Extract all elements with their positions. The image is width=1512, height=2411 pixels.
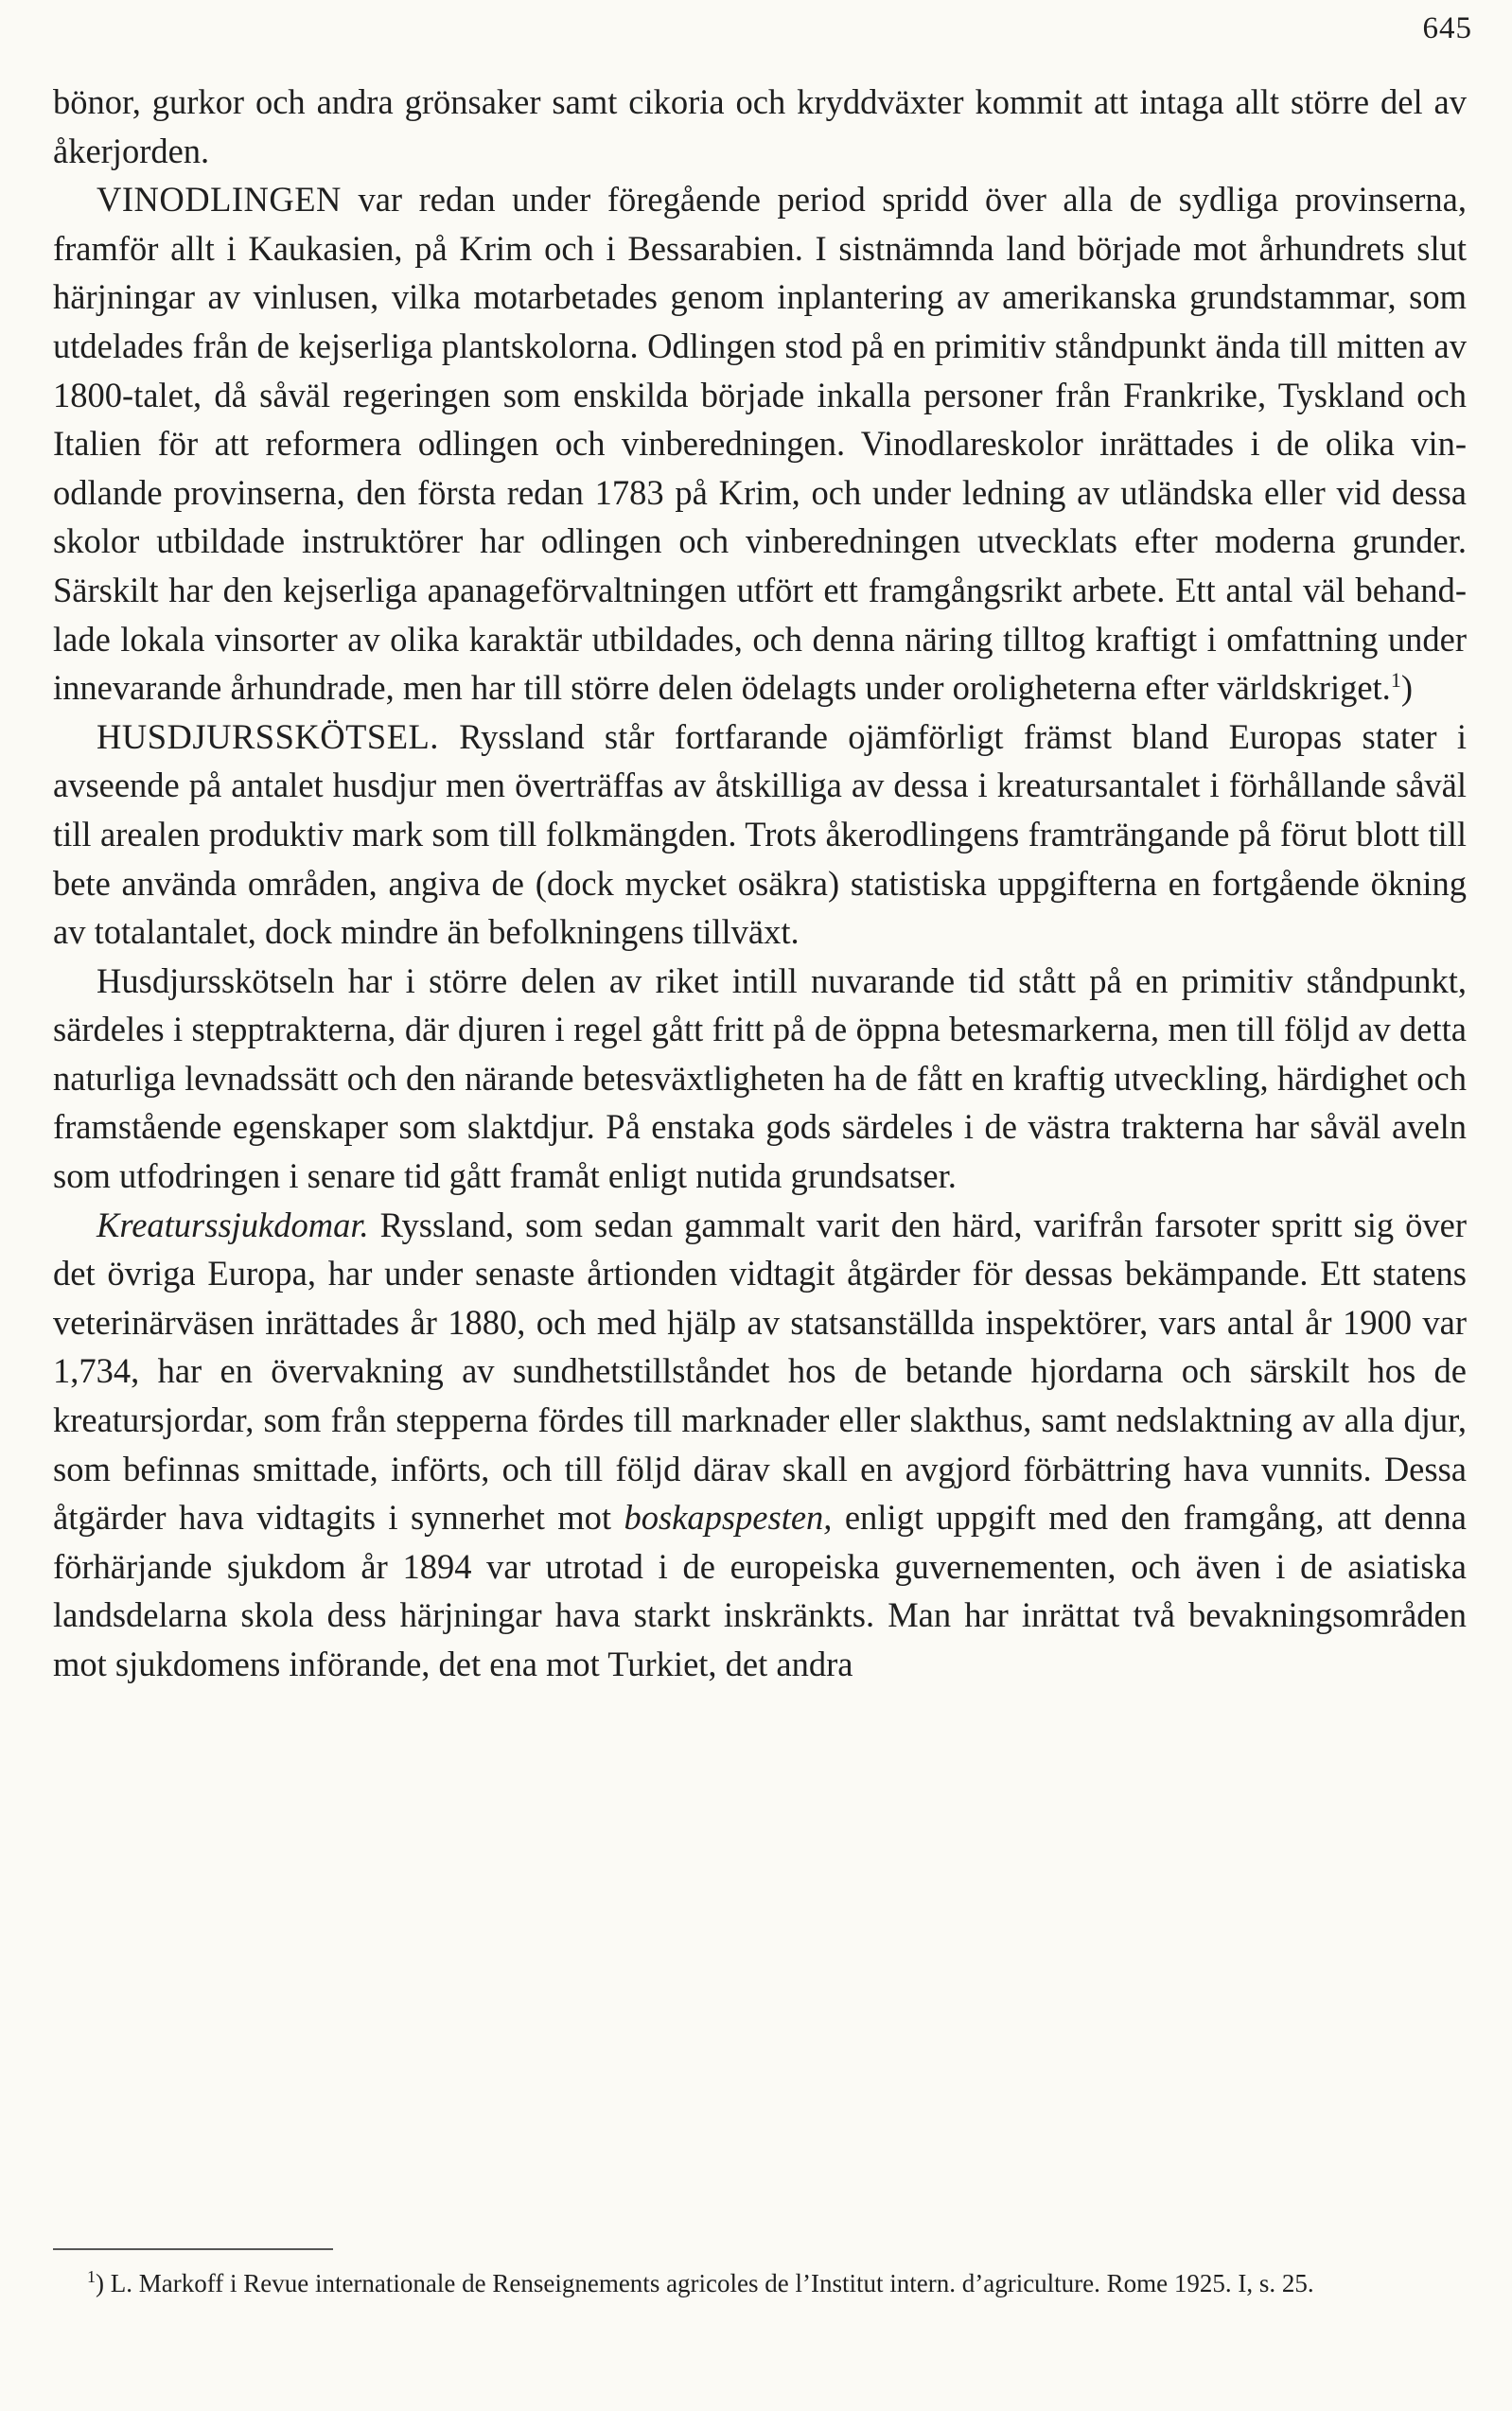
paragraph bbox=[53, 957, 1467, 1201]
paragraph-text: bönor, gurkor och andra grönsaker samt cikoria och kryddväxter kommit att intaga allt större del av åkerjorden. bbox=[53, 82, 1467, 170]
paragraph-text: Ryssland står fortfarande ojämförligt främst bland Europas stater i avseende på antalet husdjur men överträffas av åtskilliga av dessa i kreatursantalet i förhållande såväl till arealen produktiv mark som till folkmängden. Trots åkerodlingens framträngande på förut blott till bete använda områden, angiva de (dock mycket osäkra) statistiska uppgifterna en fortgående ökning av totalantalet, dock mindre än befolkningens tillväxt. bbox=[53, 716, 1467, 952]
italic-term: boskapspesten, bbox=[624, 1498, 833, 1538]
section-heading: VINODLINGEN bbox=[97, 180, 342, 220]
paragraph-text: enligt uppgift med den framgång, att denna förhärjande sjukdom år 1894 var utrotad i de europeiska guvernementen, och även i de asiatiska landsdelarna skola dess härjningar hava starkt inskränkts. Man har inrättat två bevakningsområden mot sjukdomens införande, det ena mot Turkiet, det andra bbox=[53, 1498, 1468, 1683]
section-heading: HUSDJURSSKÖTSEL. bbox=[97, 716, 439, 756]
paragraph bbox=[53, 78, 1467, 175]
page-number: 645 bbox=[1422, 11, 1472, 45]
footnote bbox=[53, 2263, 1467, 2304]
footnote-reference: 1 bbox=[1390, 668, 1401, 693]
paragraph bbox=[53, 713, 1467, 957]
paragraph-text: ) bbox=[1400, 668, 1413, 708]
paragraph-text: Ryssland, som sedan gammalt varit den härd, varifrån farsoter spritt sig över det övriga Europa, har under senaste årtionden vidtagit åtgärder för dessas bekämpande. Ett statens veterinärväsen inrättades år 1880, och med hjälp av statsanställda inspektörer, vars antal år 1900 var 1,734, har en övervakning av sundhetstillståndet hos de betande hjordarna och särskilt hos de kreatursjordar, som från stepperna fördes till marknader eller slakthus, samt nedslaktning av alla djur, som befinnas smittade, införts, och till följd därav skall en avgjord förbättring hava vunnits. Dessa åtgärder hava vidtagits i synnerhet mot bbox=[53, 1205, 1467, 1538]
paragraph bbox=[53, 175, 1467, 713]
body-text bbox=[53, 78, 1467, 1689]
italic-term: Kreaturssjukdomar. bbox=[97, 1205, 369, 1244]
paragraph-text: Husdjursskötseln har i större delen av riket intill nuvarande tid stått på en primitiv ståndpunkt, särdeles i stepptrakterna, där djuren i regel gått fritt på de öppna betesmarkerna, men till följd av detta naturliga levnadssätt och den närande betesväxtligheten ha de fått en kraftig utveckling, härdighet och framstående egenskaper som slaktdjur. På enstaka gods särdeles i de västra trakterna har såväl aveln som utfodringen i senare tid gått framåt enligt nutida grundsatser. bbox=[53, 960, 1467, 1196]
paragraph-text: var redan under föregående period spridd över alla de sydliga provinserna, framför allt i Kaukasien, på Krim och i Bessarabien. I sistnämnda land började mot århundrets slut härjningar av vinlusen, vilka motarbetades genom inplantering av amerikanska grundstammar, som utdelades från de kejserliga plantskolorna. Odlingen stod på en primitiv ståndpunkt ända till mitten av 1800-talet, då såväl regeringen som enskilda började inkalla personer från Frankrike, Tyskland och Italien för att reformera odlingen och vinberedningen. Vinodlareskolor inrättades i de olika vinodlande provinserna, den första redan 1783 på Krim, och under ledning av utländska eller vid dessa skolor utbildade instruktörer har odlingen och vinberedningen utvecklats efter moderna grunder. Särskilt har den kejserliga apanageförvaltningen utfört ett framgångsrikt arbete. Ett antal väl behandlade lokala vinsorter av olika karaktär utbildades, och denna näring tilltog kraftigt i omfattning under innevarande århundrade, men har till större delen ödelagts under oroligheterna efter världskriget. bbox=[53, 180, 1467, 708]
paragraph bbox=[53, 1201, 1467, 1689]
footnote-mark: 1 bbox=[87, 2267, 96, 2286]
footnote-text: ) L. Markoff i Revue internationale de Renseignements agricoles de l’Institut intern. d’agriculture. Rome 1925. I, s. 25. bbox=[96, 2269, 1314, 2297]
footnote-divider bbox=[53, 2248, 333, 2250]
